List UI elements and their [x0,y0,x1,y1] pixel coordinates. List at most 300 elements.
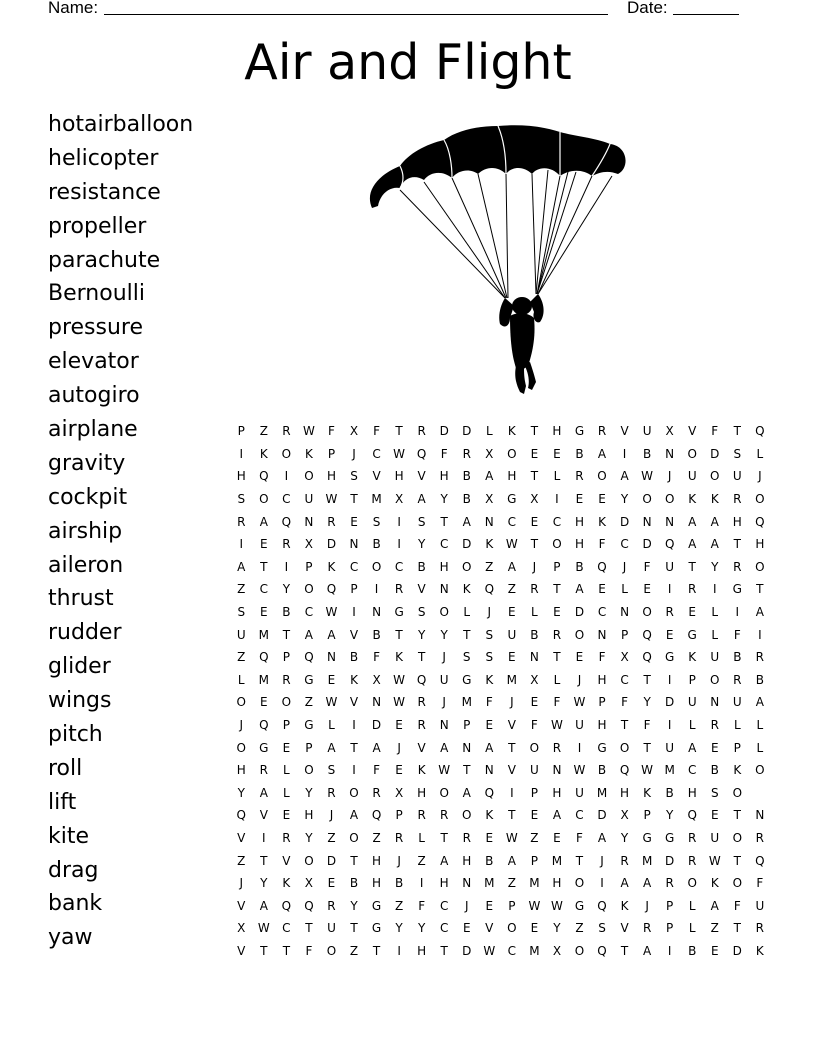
grid-cell: N [597,627,607,642]
grid-cell: A [755,695,764,710]
grid-cell: T [305,921,313,936]
grid-cell: T [282,943,291,958]
grid-cell: O [732,830,743,845]
grid-cell: R [530,582,539,597]
word-list-item: hotairballoon [48,112,194,137]
grid-cell: Z [530,830,539,845]
name-label: Name: [48,0,99,17]
grid-cell: A [372,740,381,755]
grid-cell: J [464,898,469,913]
grid-cell: I [352,718,356,733]
word-list-item: pitch [48,722,103,748]
word-list-item: kite [48,823,90,849]
grid-cell: C [507,514,517,529]
grid-cell: E [485,830,494,845]
grid-cell: Z [237,853,246,868]
grid-cell: R [552,627,562,642]
grid-cell: F [598,650,606,665]
grid-cell: X [552,943,562,958]
grid-cell: L [688,921,696,936]
name-line [104,14,608,15]
grid-row [230,759,771,782]
grid-cell: W [393,695,406,710]
grid-cell: F [305,943,313,958]
word-search-grid [230,420,771,962]
grid-cell: O [574,627,585,642]
grid-cell: F [621,695,629,710]
grid-cell: R [552,740,562,755]
grid-cell: Q [755,853,765,868]
grid-cell: E [282,808,291,823]
grid-cell: I [239,537,244,552]
grid-cell: U [710,650,720,665]
grid-cell: Q [619,763,630,778]
grid-cell: G [259,740,269,755]
grid-cell: I [397,943,401,958]
grid-cell: O [304,853,314,868]
grid-cell: N [462,876,472,891]
grid-cell: T [688,559,696,574]
grid-cell: O [552,537,562,552]
grid-cell: U [642,424,652,439]
grid-cell: B [597,763,607,778]
grid-cell: F [733,898,741,913]
grid-cell: S [327,763,336,778]
grid-cell: W [393,446,406,461]
grid-cell: V [620,921,629,936]
grid-cell: S [710,785,719,800]
grid-cell: N [326,650,336,665]
word-list-item: yaw [48,925,93,951]
grid-cell: Y [305,785,313,800]
grid-cell: N [665,446,675,461]
grid-cell: O [755,559,765,574]
grid-cell: D [371,718,382,733]
word-list-item: roll [48,755,83,781]
grid-row [230,646,771,669]
grid-cell: O [439,605,449,620]
grid-cell: H [439,559,449,574]
grid-cell: E [710,740,719,755]
grid-cell: L [463,605,471,620]
grid-cell: E [508,650,516,665]
grid-row [230,578,771,601]
grid-cell: N [349,537,359,552]
grid-cell: S [237,605,246,620]
grid-cell: T [575,853,584,868]
grid-cell: B [372,627,381,642]
grid-cell: A [417,492,426,507]
grid-cell: O [462,808,472,823]
grid-row [230,669,771,692]
grid-cell: O [236,740,246,755]
grid-cell: S [237,492,246,507]
grid-cell: T [733,424,741,439]
grid-cell: U [529,763,539,778]
grid-cell: D [462,424,472,439]
grid-cell: C [394,559,404,574]
grid-cell: W [325,492,338,507]
grid-cell: R [733,559,742,574]
grid-cell: K [620,898,629,913]
grid-cell: S [372,514,381,529]
grid-cell: H [417,943,427,958]
grid-cell: W [257,921,270,936]
grid-cell: E [598,582,606,597]
grid-cell: B [417,559,426,574]
grid-cell: Y [665,808,674,823]
grid-cell: F [373,424,380,439]
grid-cell: I [667,582,672,597]
grid-row [230,714,771,737]
word-list-item: parachute [48,247,161,273]
grid-cell: A [485,469,494,484]
grid-cell: O [732,785,743,800]
grid-cell: G [574,898,585,913]
grid-cell: J [510,695,514,710]
grid-cell: Z [349,943,359,958]
grid-row [230,872,771,895]
grid-cell: Z [417,853,426,868]
grid-cell: I [262,830,266,845]
grid-cell: H [372,853,382,868]
grid-cell: T [260,853,268,868]
grid-cell: I [577,740,582,755]
grid-cell: K [282,876,291,891]
grid-cell: Q [642,627,652,642]
grid-cell: A [597,446,607,461]
grid-cell: A [259,898,268,913]
grid-cell: P [305,559,313,574]
grid-cell: G [642,830,652,845]
grid-cell: G [665,650,675,665]
grid-cell: N [372,695,382,710]
grid-row [230,488,771,511]
grid-cell: R [417,695,426,710]
grid-cell: W [438,763,451,778]
grid-cell: M [371,492,382,507]
grid-cell: G [665,830,675,845]
grid-cell: P [327,446,336,461]
grid-cell: A [259,785,268,800]
grid-cell: B [530,627,539,642]
grid-cell: Q [597,943,607,958]
grid-cell: A [462,785,471,800]
grid-cell: V [507,763,516,778]
grid-cell: G [371,921,382,936]
grid-cell: R [688,582,697,597]
grid-cell: Y [553,921,561,936]
grid-cell: A [552,808,562,823]
grid-cell: D [642,537,652,552]
grid-cell: Q [259,718,269,733]
grid-cell: Z [485,559,494,574]
grid-cell: C [349,559,359,574]
grid-cell: B [643,446,652,461]
grid-cell: L [621,582,628,597]
grid-cell: I [622,446,627,461]
grid-cell: Z [259,424,268,439]
grid-cell: Q [664,537,675,552]
grid-cell: A [575,582,584,597]
grid-cell: Q [642,650,652,665]
grid-cell: S [462,650,471,665]
grid-cell: M [529,943,540,958]
grid-cell: C [304,605,314,620]
grid-cell: E [260,695,268,710]
grid-row [230,940,771,963]
grid-cell: K [327,559,336,574]
grid-cell: Q [259,650,269,665]
grid-cell: H [439,469,449,484]
grid-cell: W [641,763,654,778]
grid-cell: T [643,740,651,755]
grid-cell: R [462,830,471,845]
grid-cell: R [688,830,697,845]
grid-cell: R [417,718,426,733]
grid-cell: T [463,627,471,642]
grid-cell: N [755,808,765,823]
grid-cell: M [641,853,653,868]
grid-cell: X [485,446,494,461]
grid-cell: C [575,808,584,823]
grid-cell: P [508,898,516,913]
grid-cell: V [349,695,359,710]
grid-cell: M [461,695,472,710]
grid-cell: P [305,740,313,755]
grid-cell: T [733,853,741,868]
grid-cell: E [530,514,539,529]
grid-cell: D [710,446,720,461]
grid-cell: G [574,424,585,439]
grid-cell: R [327,898,336,913]
grid-cell: B [733,650,742,665]
grid-cell: R [688,853,697,868]
word-list-item: lift [48,789,77,815]
grid-cell: D [326,853,337,868]
grid-cell: C [688,763,697,778]
grid-cell: O [236,695,246,710]
grid-cell: I [284,469,289,484]
grid-cell: U [665,559,675,574]
grid-cell: A [259,514,268,529]
grid-cell: R [620,853,629,868]
grid-cell: N [710,695,720,710]
grid-cell: N [665,514,675,529]
grid-cell: O [755,492,765,507]
date-line [673,14,739,15]
grid-cell: L [531,605,538,620]
grid-cell: A [349,808,359,823]
grid-cell: I [735,605,740,620]
grid-cell: K [710,876,719,891]
grid-cell: M [596,785,608,800]
grid-cell: R [733,492,742,507]
grid-cell: Y [237,785,245,800]
grid-cell: C [440,898,449,913]
grid-cell: U [710,830,720,845]
grid-cell: R [417,808,426,823]
grid-cell: I [712,582,717,597]
grid-cell: W [325,605,338,620]
grid-cell: F [328,424,335,439]
grid-cell: W [573,763,586,778]
word-list-item: aileron [48,552,124,578]
grid-row [230,465,771,488]
grid-cell: K [598,514,606,529]
grid-cell: R [665,876,674,891]
word-list-item: helicopter [48,145,159,171]
grid-cell: T [643,672,651,687]
grid-cell: R [642,921,652,936]
grid-cell: X [237,921,246,936]
grid-cell: K [643,785,652,800]
word-list-item: airship [48,518,123,544]
grid-cell: Q [326,582,337,597]
grid-cell: X [304,876,314,891]
grid-cell: R [710,718,719,733]
grid-cell: K [462,582,471,597]
grid-cell: E [327,876,336,891]
grid-cell: U [687,469,697,484]
grid-cell: C [259,582,269,597]
grid-cell: R [755,830,765,845]
grid-cell: L [756,718,764,733]
grid-cell: V [237,830,246,845]
grid-cell: X [485,492,494,507]
grid-cell: D [574,605,585,620]
grid-cell: R [372,785,381,800]
grid-cell: J [577,672,582,687]
grid-cell: O [259,492,269,507]
grid-cell: S [485,650,494,665]
grid-cell: C [282,492,291,507]
grid-cell: R [394,582,404,597]
grid-cell: P [620,627,629,642]
grid-cell: I [239,446,244,461]
grid-cell: X [620,650,629,665]
grid-cell: A [688,514,697,529]
grid-cell: A [440,853,449,868]
grid-cell: V [237,898,246,913]
grid-cell: K [485,672,494,687]
grid-cell: V [349,627,359,642]
grid-cell: P [598,695,606,710]
grid-cell: O [687,876,697,891]
grid-cell: A [327,627,336,642]
grid-cell: K [485,537,494,552]
grid-cell: I [397,537,401,552]
grid-cell: S [417,605,426,620]
grid-cell: E [688,605,696,620]
grid-cell: G [371,898,382,913]
grid-row [230,917,771,940]
grid-cell: W [393,672,406,687]
grid-cell: M [258,672,269,687]
grid-cell: L [283,763,290,778]
grid-cell: L [756,446,764,461]
grid-cell: L [756,740,764,755]
grid-row [230,804,771,827]
grid-cell: A [643,943,652,958]
grid-cell: Q [416,672,427,687]
grid-cell: U [507,627,517,642]
grid-cell: V [417,740,426,755]
grid-cell: T [350,740,358,755]
grid-cell: Q [281,514,292,529]
grid-cell: E [485,898,494,913]
grid-cell: N [372,605,382,620]
grid-cell: Z [327,830,336,845]
grid-cell: C [597,605,607,620]
grid-cell: L [711,627,719,642]
word-list-item: Bernoulli [48,281,145,307]
grid-cell: G [304,672,314,687]
grid-cell: P [530,853,538,868]
grid-cell: T [530,424,539,439]
grid-cell: P [395,808,403,823]
grid-cell: N [484,514,494,529]
word-list-item: autogiro [48,383,140,409]
grid-row [230,849,771,872]
grid-cell: O [462,559,472,574]
grid-cell: K [304,446,313,461]
grid-cell: G [462,672,472,687]
grid-cell: R [237,514,246,529]
grid-cell: H [552,424,562,439]
grid-cell: P [530,785,538,800]
grid-cell: L [688,718,696,733]
grid-cell: R [282,537,291,552]
grid-cell: U [732,469,742,484]
grid-cell: W [573,695,586,710]
grid-cell: K [485,808,494,823]
grid-cell: C [620,537,629,552]
grid-cell: B [462,492,471,507]
grid-cell: J [667,469,672,484]
grid-cell: V [282,853,291,868]
grid-cell: U [732,695,742,710]
grid-cell: O [281,446,292,461]
grid-cell: D [619,514,630,529]
grid-cell: H [552,876,562,891]
grid-cell: W [302,424,315,439]
grid-cell: Q [755,424,765,439]
grid-cell: V [417,582,426,597]
grid-cell: P [666,898,674,913]
grid-cell: U [575,785,584,800]
grid-cell: E [395,763,403,778]
grid-cell: M [506,672,518,687]
grid-cell: C [440,537,449,552]
grid-cell: X [394,492,404,507]
grid-cell: E [260,605,268,620]
grid-cell: Q [484,582,495,597]
grid-cell: H [236,469,246,484]
grid-cell: I [510,785,514,800]
grid-cell: O [304,763,314,778]
grid-cell: U [304,492,314,507]
grid-cell: M [484,876,495,891]
grid-cell: O [349,785,359,800]
grid-cell: Q [371,808,382,823]
grid-cell: Y [260,876,268,891]
word-list-item: rudder [48,620,122,646]
grid-cell: A [620,469,629,484]
grid-cell: T [733,537,741,552]
grid-cell: E [327,672,336,687]
grid-cell: E [260,537,268,552]
